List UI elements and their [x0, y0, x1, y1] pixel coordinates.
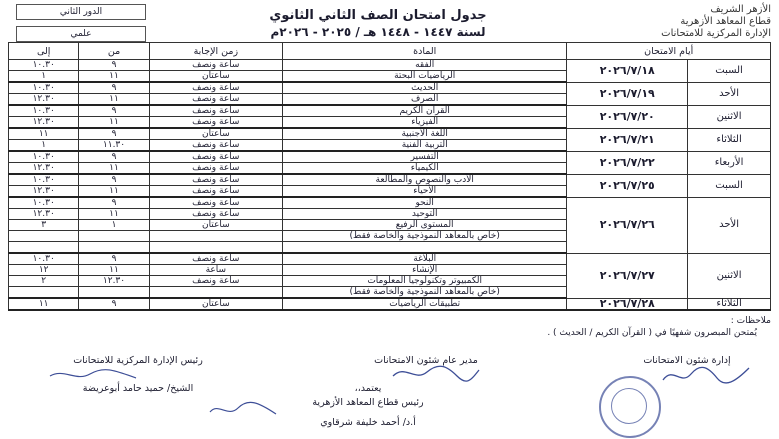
- cell-to: ١: [9, 140, 79, 152]
- cell-to: ١١: [9, 298, 79, 310]
- round-box: الدور الثاني: [16, 4, 146, 20]
- cell-duration: ساعة ونصف: [149, 105, 282, 117]
- cell-subject: البلاغة: [282, 253, 566, 265]
- org-line-3: الإدارة المركزية للامتحانات: [661, 28, 771, 39]
- cell-from: ٩: [79, 197, 149, 209]
- cell-to: ٢: [9, 276, 79, 287]
- header-from: من: [79, 43, 149, 60]
- signature-scribble-icon: [208, 400, 278, 420]
- cell-subject: الصرف: [282, 94, 566, 106]
- note-item: يُمتحن المبصرون شفهيًا في ( القرآن الكريم / الحديث ) .: [547, 328, 757, 338]
- cell-to: ١٠.٣٠: [9, 105, 79, 117]
- cell-duration: ساعة ونصف: [149, 117, 282, 129]
- cell-day: الأربعاء: [688, 151, 771, 174]
- cell-from: ٩: [79, 174, 149, 186]
- table-row: [9, 197, 771, 209]
- cell-from: ٩: [79, 298, 149, 310]
- cell-subject: الفيزياء: [282, 117, 566, 129]
- cell-to: ١: [9, 71, 79, 83]
- cell-from: [79, 242, 149, 254]
- cell-subject: الرياضيات البحتة: [282, 71, 566, 83]
- cell-duration: ساعة ونصف: [149, 163, 282, 175]
- cell-from: ١١: [79, 265, 149, 276]
- cell-subject: النحو: [282, 197, 566, 209]
- cell-day: السبت: [688, 60, 771, 83]
- cell-duration: ساعتان: [149, 71, 282, 83]
- cell-duration: [149, 231, 282, 242]
- approval-name: أ.د/ أحمد خليفة شرقاوي: [320, 417, 416, 428]
- signature-scribble-icon: [661, 362, 751, 388]
- signature-name: الشيخ/ حميد حامد أبوعريضة: [82, 383, 194, 394]
- cell-subject: الأدب والنصوص والمطالعة: [282, 174, 566, 186]
- cell-subject: الحديث: [282, 82, 566, 94]
- cell-subject: اللغة الأجنبية: [282, 128, 566, 140]
- cell-from: ٩: [79, 128, 149, 140]
- cell-subject: (خاص بالمعاهد النموذجية والخاصة فقط): [282, 287, 566, 299]
- cell-from: ١١: [79, 71, 149, 83]
- cell-date: ٢٠٢٦/٧/٢٦: [567, 197, 688, 253]
- table-row: [9, 298, 771, 310]
- cell-day: الأحد: [688, 197, 771, 253]
- cell-from: [79, 231, 149, 242]
- org-line-1: الأزهر الشريف: [710, 4, 771, 15]
- cell-date: ٢٠٢٦/٧/٢٥: [567, 174, 688, 197]
- cell-from: ١١: [79, 117, 149, 129]
- cell-from: ٩: [79, 151, 149, 163]
- cell-date: ٢٠٢٦/٧/٢٨: [567, 298, 688, 310]
- cell-from: ١١: [79, 94, 149, 106]
- cell-to: [9, 287, 79, 299]
- table-row: [9, 151, 771, 163]
- cell-subject: الكمبيوتر وتكنولوجيا المعلومات: [282, 276, 566, 287]
- cell-to: ١١: [9, 128, 79, 140]
- header-exam-days: أيام الامتحان: [567, 43, 771, 60]
- cell-to: ١٠.٣٠: [9, 197, 79, 209]
- table-row: [9, 60, 771, 71]
- cell-day: الاثنين: [688, 105, 771, 128]
- cell-date: ٢٠٢٦/٧/٢٠: [567, 105, 688, 128]
- notes-section: [8, 315, 771, 339]
- cell-day: الثلاثاء: [688, 298, 771, 310]
- cell-date: ٢٠٢٦/٧/٢١: [567, 128, 688, 151]
- cell-to: ١٢.٣٠: [9, 186, 79, 198]
- cell-to: ١٢.٣٠: [9, 94, 79, 106]
- cell-duration: ساعة ونصف: [149, 151, 282, 163]
- header-to: إلى: [9, 43, 79, 60]
- cell-duration: [149, 287, 282, 299]
- cell-duration: ساعة ونصف: [149, 174, 282, 186]
- cell-duration: ساعتان: [149, 220, 282, 231]
- notes-label: ملاحظات :: [730, 316, 771, 326]
- cell-duration: ساعة ونصف: [149, 253, 282, 265]
- cell-duration: [149, 242, 282, 254]
- cell-day: الثلاثاء: [688, 128, 771, 151]
- exam-schedule-document: [8, 4, 771, 435]
- table-row: [9, 128, 771, 140]
- cell-from: ١٢.٣٠: [79, 276, 149, 287]
- cell-duration: ساعة ونصف: [149, 94, 282, 106]
- table-row: [9, 82, 771, 94]
- cell-subject: التفسير: [282, 151, 566, 163]
- cell-duration: ساعة ونصف: [149, 140, 282, 152]
- cell-to: ١٢: [9, 265, 79, 276]
- cell-day: السبت: [688, 174, 771, 197]
- table-row: [9, 253, 771, 265]
- cell-date: ٢٠٢٦/٧/١٨: [567, 60, 688, 83]
- signature-scribble-icon: [48, 366, 138, 384]
- cell-subject: (خاص بالمعاهد النموذجية والخاصة فقط): [282, 231, 566, 242]
- cell-subject: تطبيقات الرياضيات: [282, 298, 566, 310]
- header-subject: المادة: [282, 43, 566, 60]
- signature-title: رئيس الإدارة المركزية للامتحانات: [73, 355, 203, 366]
- cell-date: ٢٠٢٦/٧/١٩: [567, 82, 688, 105]
- table-header-row: [9, 43, 771, 60]
- official-stamp-icon: [599, 376, 661, 438]
- page-subtitle: لسنة ١٤٤٧ - ١٤٤٨ هـ / ٢٠٢٥ - ٢٠٢٦م: [270, 25, 486, 39]
- signature-title: إدارة شئون الامتحانات: [643, 355, 731, 366]
- cell-subject: التوحيد: [282, 209, 566, 220]
- cell-from: ٩: [79, 253, 149, 265]
- page-title: جدول امتحان الصف الثاني الثانوي: [269, 8, 487, 23]
- cell-from: ١١: [79, 209, 149, 220]
- cell-duration: ساعة ونصف: [149, 209, 282, 220]
- cell-duration: ساعة ونصف: [149, 276, 282, 287]
- cell-duration: ساعة ونصف: [149, 186, 282, 198]
- cell-from: ٩: [79, 82, 149, 94]
- cell-from: [79, 287, 149, 299]
- cell-subject: المستوى الرفيع: [282, 220, 566, 231]
- cell-to: [9, 242, 79, 254]
- header-duration: زمن الإجابة: [149, 43, 282, 60]
- cell-subject: الكيمياء: [282, 163, 566, 175]
- title-block: [188, 8, 568, 39]
- cell-to: ١٠.٣٠: [9, 60, 79, 71]
- cell-subject: [282, 242, 566, 254]
- cell-duration: ساعة ونصف: [149, 60, 282, 71]
- org-header: [591, 4, 771, 40]
- cell-to: ١٠.٣٠: [9, 151, 79, 163]
- cell-subject: الفقه: [282, 60, 566, 71]
- cell-day: الأحد: [688, 82, 771, 105]
- schedule-body: [9, 60, 771, 311]
- cell-to: ١٠.٣٠: [9, 82, 79, 94]
- cell-to: ٣: [9, 220, 79, 231]
- table-row: [9, 105, 771, 117]
- cell-duration: ساعتان: [149, 128, 282, 140]
- table-row: [9, 174, 771, 186]
- cell-day: الاثنين: [688, 253, 771, 298]
- signature-scribble-icon: [391, 362, 481, 384]
- cell-duration: ساعة ونصف: [149, 197, 282, 209]
- branch-box: علمي: [16, 26, 146, 42]
- cell-to: ١٠.٣٠: [9, 253, 79, 265]
- cell-subject: الإنشاء: [282, 265, 566, 276]
- cell-to: ١٠.٣٠: [9, 174, 79, 186]
- org-line-2: قطاع المعاهد الأزهرية: [680, 16, 771, 27]
- cell-from: ١١: [79, 186, 149, 198]
- cell-subject: الأحياء: [282, 186, 566, 198]
- schedule-table: [8, 42, 771, 311]
- cell-to: ١٢.٣٠: [9, 163, 79, 175]
- approval-label: يعتمد،،: [354, 383, 382, 394]
- cell-to: [9, 231, 79, 242]
- cell-subject: القرآن الكريم: [282, 105, 566, 117]
- approval-title: رئيس قطاع المعاهد الأزهرية: [312, 397, 424, 408]
- cell-duration: ساعتان: [149, 298, 282, 310]
- cell-from: ١١.٣٠: [79, 140, 149, 152]
- cell-to: ١٢.٣٠: [9, 209, 79, 220]
- cell-to: ١٢.٣٠: [9, 117, 79, 129]
- cell-from: ١١: [79, 163, 149, 175]
- cell-from: ٩: [79, 105, 149, 117]
- signature-title: مدير عام شئون الامتحانات: [374, 355, 478, 366]
- cell-from: ١: [79, 220, 149, 231]
- cell-date: ٢٠٢٦/٧/٢٧: [567, 253, 688, 298]
- cell-duration: ساعة: [149, 265, 282, 276]
- approval-block: [258, 382, 478, 430]
- cell-from: ٩: [79, 60, 149, 71]
- cell-subject: التربية الفنية: [282, 140, 566, 152]
- cell-date: ٢٠٢٦/٧/٢٢: [567, 151, 688, 174]
- cell-duration: ساعة ونصف: [149, 82, 282, 94]
